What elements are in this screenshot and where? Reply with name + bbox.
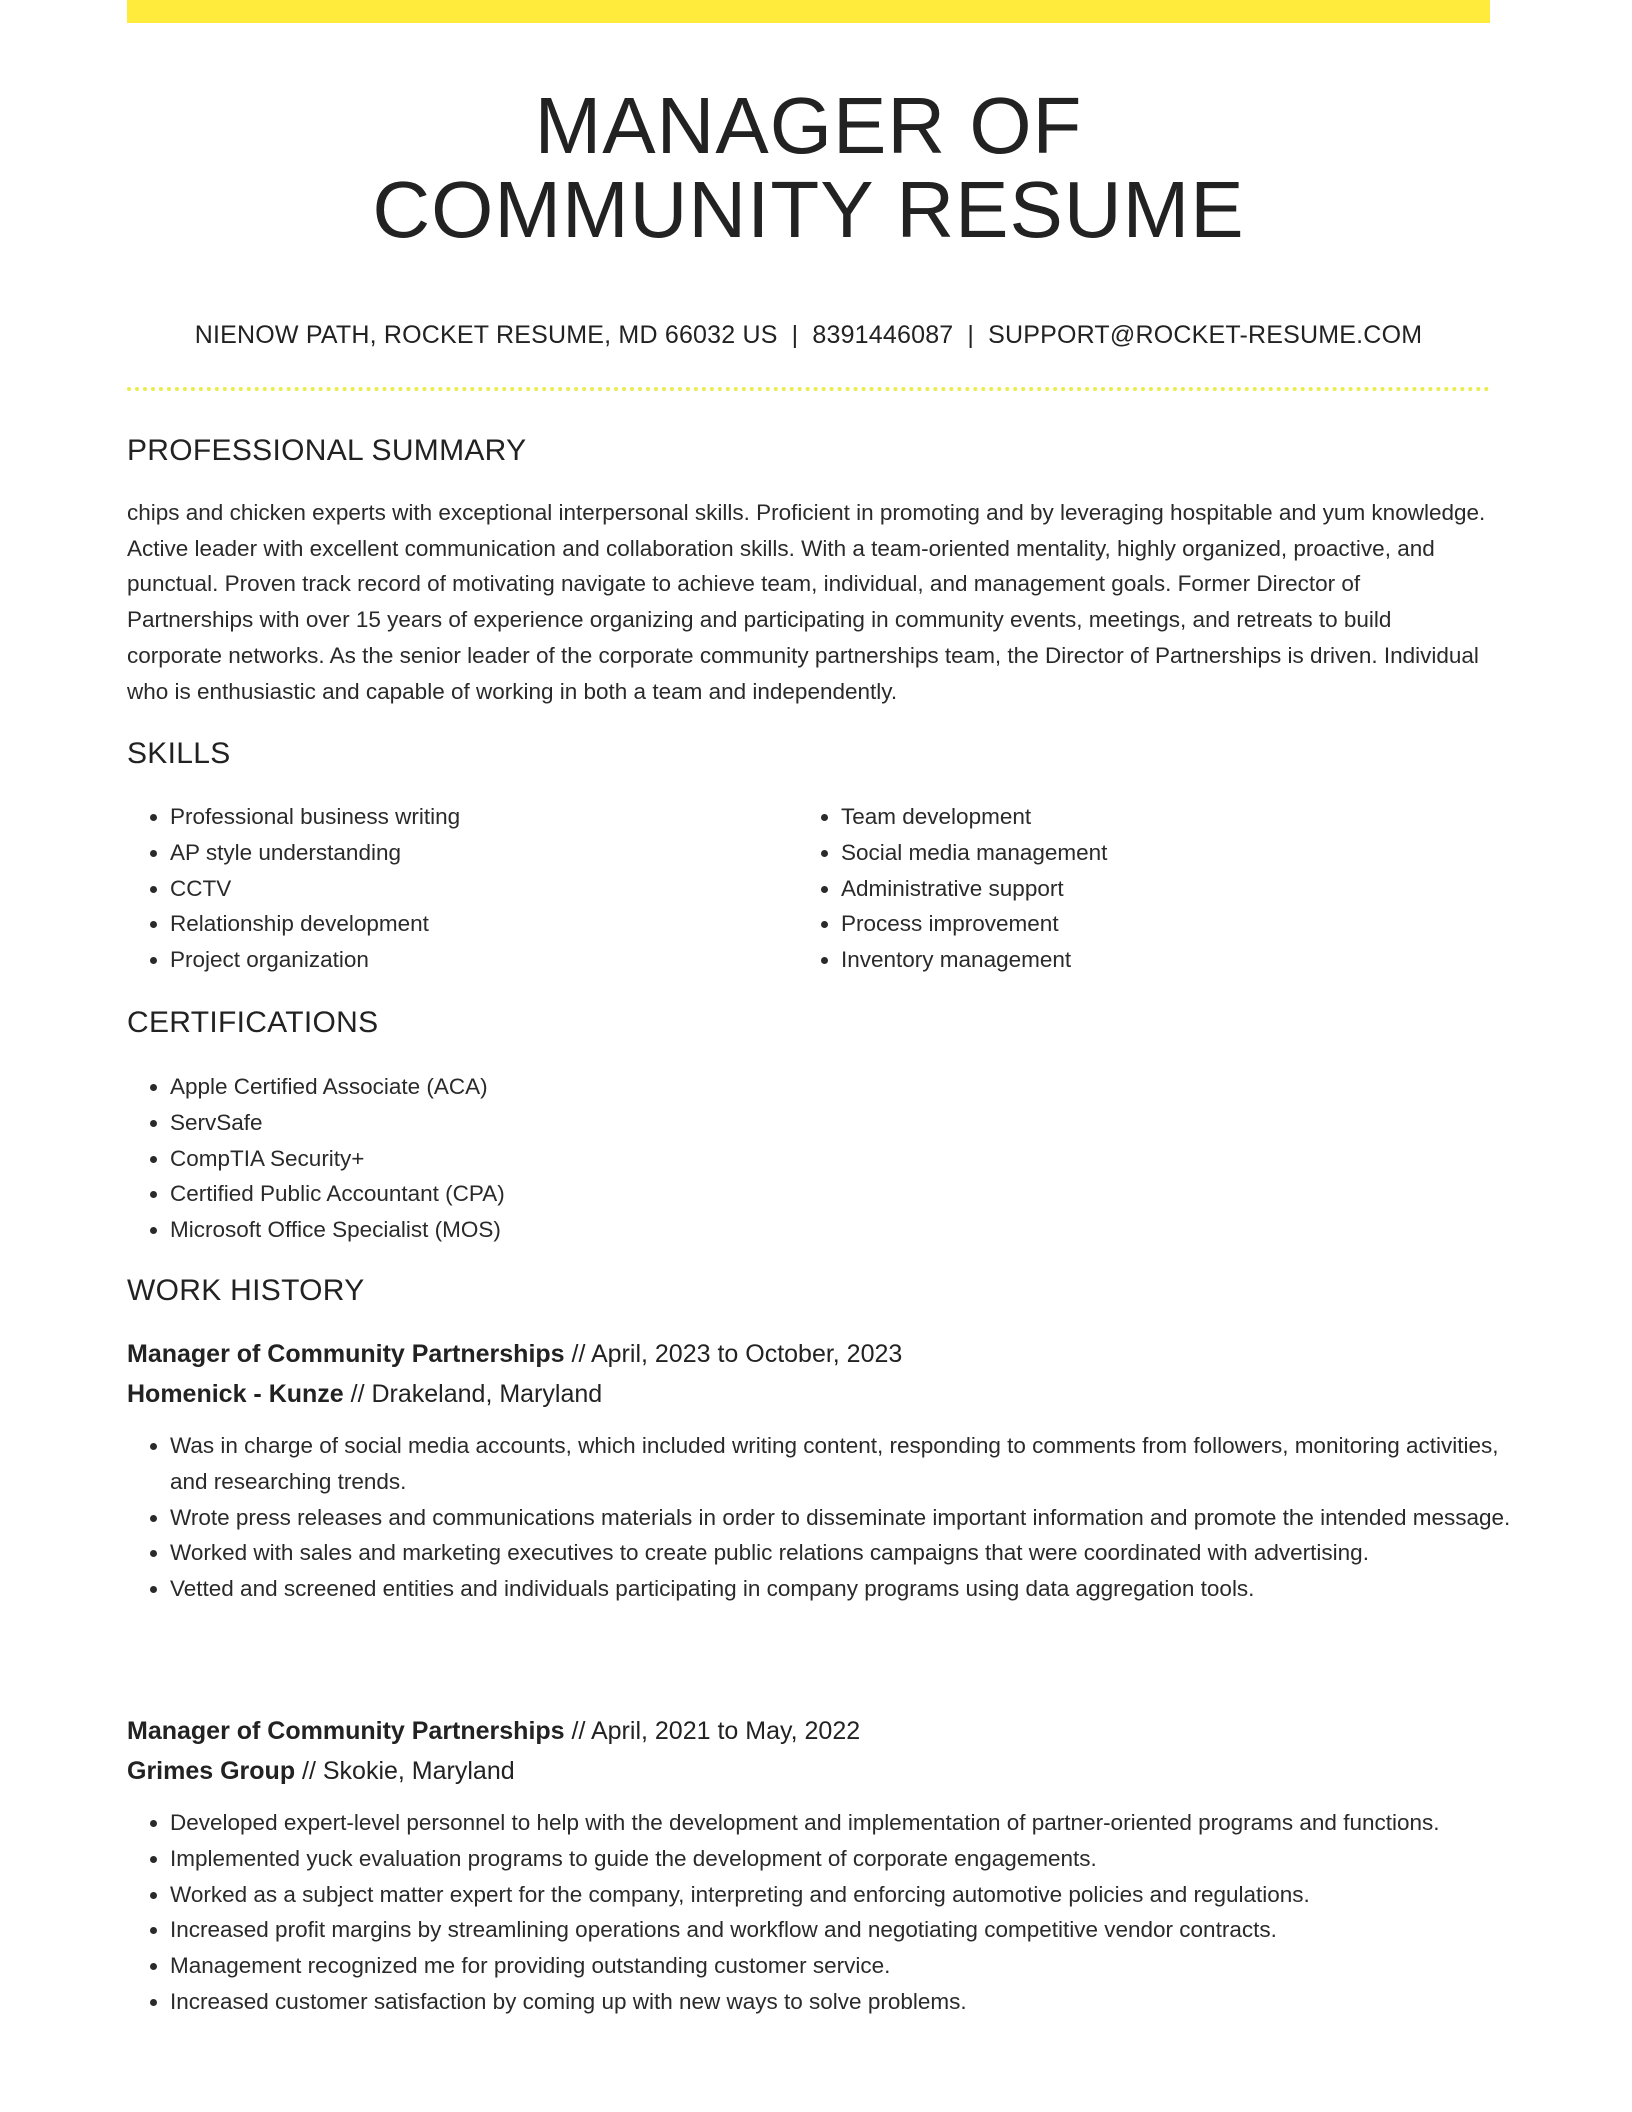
job-company: Grimes Group [127, 1757, 296, 1785]
certification-item: • Apple Certified Associate (ACA) [170, 1069, 1170, 1105]
job-company-line [127, 1751, 515, 1791]
job-location: // Skokie, Maryland [295, 1757, 515, 1785]
contact-separator: | [967, 321, 975, 349]
job-duty-item: • Developed expert-level personnel to help with the development and implementation of partner-oriented programs and functions. [170, 1805, 1533, 1841]
title-line-1: MANAGER OF [534, 81, 1083, 170]
skill-item: • Relationship development [170, 906, 810, 942]
contact-line [127, 318, 1490, 352]
job-location: // Drakeland, Maryland [343, 1380, 603, 1408]
job-duty-item: • Worked as a subject matter expert for the company, interpreting and enforcing automotive policies and regulations. [170, 1877, 1533, 1913]
skill-item: • Team development [841, 799, 1481, 835]
skills-heading: SKILLS [127, 737, 231, 770]
work-history-heading: WORK HISTORY [127, 1274, 365, 1307]
certification-item: • Certified Public Accountant (CPA) [170, 1176, 1170, 1212]
certifications-list [127, 1069, 1170, 1248]
certification-item: • ServSafe [170, 1105, 1170, 1141]
skill-item: • Process improvement [841, 906, 1481, 942]
skills-list-right [798, 799, 1481, 978]
job-duty-item: • Management recognized me for providing outstanding customer service. [170, 1948, 1533, 1984]
certifications-heading: CERTIFICATIONS [127, 1006, 379, 1039]
skill-item: • Inventory management [841, 942, 1481, 978]
skill-item: • CCTV [170, 871, 810, 907]
job-dates: // April, 2023 to October, 2023 [564, 1340, 903, 1368]
skills-list-left [127, 799, 810, 978]
job-duty-item: • Increased customer satisfaction by coming up with new ways to solve problems. [170, 1984, 1533, 2020]
accent-top-bar [127, 0, 1490, 23]
job-dates: // April, 2021 to May, 2022 [564, 1717, 861, 1745]
job-company: Homenick - Kunze [127, 1380, 344, 1408]
job-title: Manager of Community Partnerships [127, 1717, 565, 1745]
contact-email: SUPPORT@ROCKET-RESUME.COM [988, 321, 1423, 349]
job-duty-item: • Was in charge of social media accounts, which included writing content, responding to comments from followers, monitoring activities, and researching trends. [170, 1428, 1533, 1500]
title-line-2: COMMUNITY RESUME [372, 165, 1245, 254]
job-duty-item: • Vetted and screened entities and individuals participating in company programs using data aggregation tools. [170, 1571, 1533, 1607]
summary-heading: PROFESSIONAL SUMMARY [127, 434, 527, 467]
job-duty-item: • Wrote press releases and communications materials in order to disseminate important information and promote the intended message. [170, 1500, 1533, 1536]
job-company-line [127, 1374, 602, 1414]
certification-item: • Microsoft Office Specialist (MOS) [170, 1212, 1170, 1248]
skill-item: • AP style understanding [170, 835, 810, 871]
skill-item: • Social media management [841, 835, 1481, 871]
skill-item: • Administrative support [841, 871, 1481, 907]
contact-separator: | [791, 321, 799, 349]
resume-title [127, 81, 1490, 254]
certification-item: • CompTIA Security+ [170, 1141, 1170, 1177]
contact-phone: 8391446087 [812, 321, 954, 349]
header-divider [127, 387, 1490, 391]
job-duty-item: • Increased profit margins by streamlining operations and workflow and negotiating competitive vendor contracts. [170, 1912, 1533, 1948]
job-duty-item: • Worked with sales and marketing executives to create public relations campaigns that were coordinated with advertising. [170, 1535, 1533, 1571]
summary-text: chips and chicken experts with exceptional interpersonal skills. Proficient in promoting and by leveraging hospitable and yum knowledge. Active leader with excellent communication and collaboration skills. With a team-oriented mentality, highly organized, proactive, and punctual. Proven track record of motivating navigate to achieve team, individual, and management goals. Former Director of Partnerships with over 15 years of experience organizing and participating in community events, meetings, and retreats to build corporate networks. As the senior leader of the corporate community partnerships team, the Director of Partnerships is driven. Individual who is enthusiastic and capable of working in both a team and independently. [127, 500, 1486, 704]
contact-address: NIENOW PATH, ROCKET RESUME, MD 66032 US [194, 321, 778, 349]
job-duties-list [127, 1805, 1533, 2020]
job-duties-list [127, 1428, 1533, 1607]
job-title-line [127, 1711, 860, 1751]
skill-item: • Professional business writing [170, 799, 810, 835]
job-title-line [127, 1334, 902, 1374]
job-title: Manager of Community Partnerships [127, 1340, 565, 1368]
skill-item: • Project organization [170, 942, 810, 978]
job-duty-item: • Implemented yuck evaluation programs to guide the development of corporate engagements. [170, 1841, 1533, 1877]
